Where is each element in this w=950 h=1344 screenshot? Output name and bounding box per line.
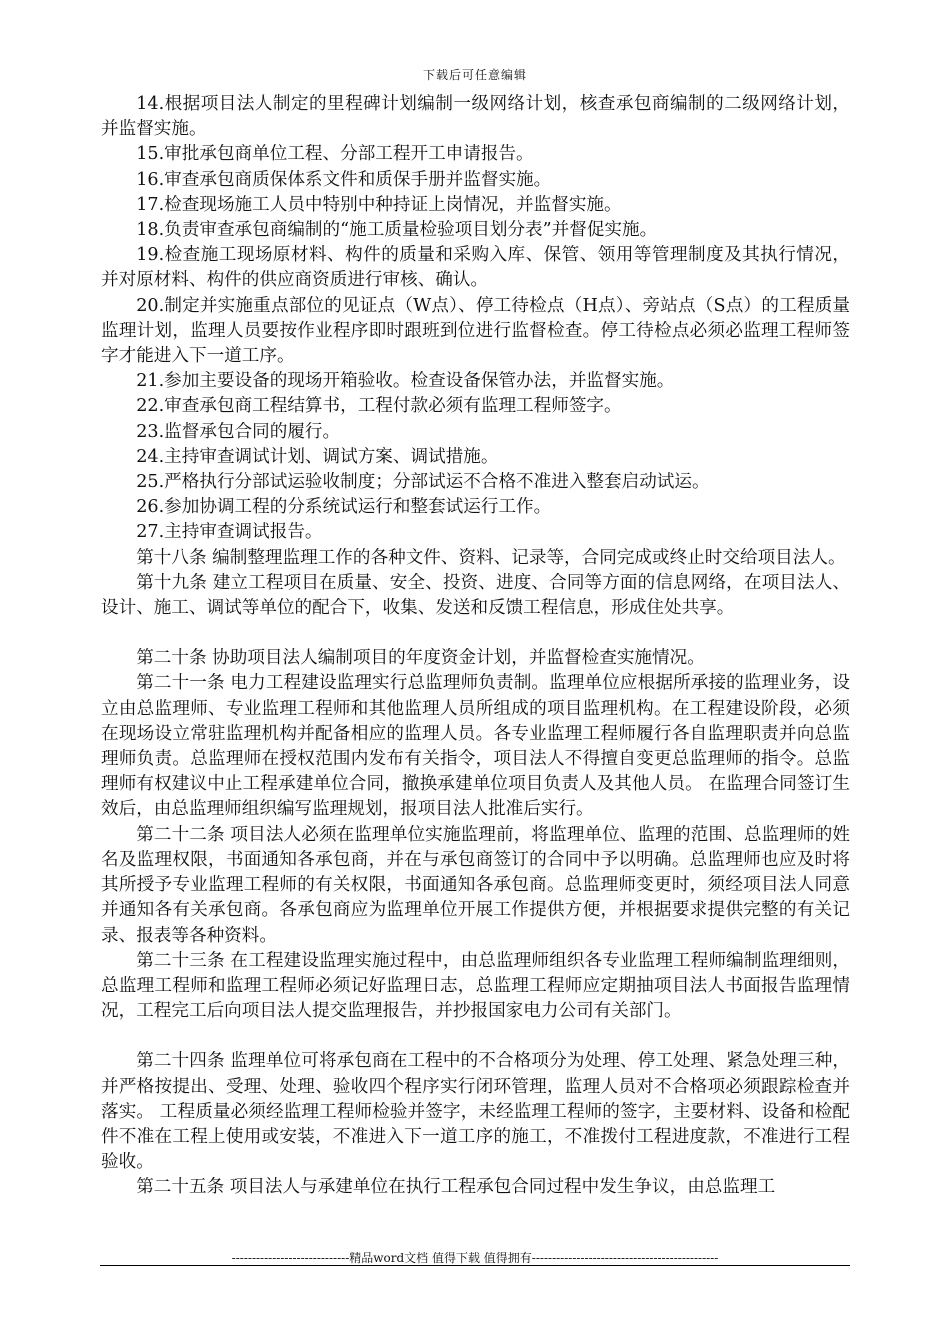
list-item-21: 21.参加主要设备的现场开箱验收。检查设备保管办法，并监督实施。 <box>136 371 675 392</box>
page-header: 下载后可任意编辑 <box>422 68 527 82</box>
list-item-22: 22.审查承包商工程结算书，工程付款必须有监理工程师签字。 <box>136 396 622 417</box>
article-24: 第二十四条 监理单位可将承包商在工程中的不合格项分为处理、停工处理、紧急处理三种，并严格按提出、受理、处理、验收四个程序实行闭环管理，监理人员对不合格项必须跟踪检查并落实。 工程质量必须经监理工程师检验并签字，未经监理工程师的签字，主要材料、设备和检配件不准在工程上使用或安装，不准进入下一道工序的施工，不准拨付工程进度款，不准进行工程验收。 <box>101 1051 850 1173</box>
article-20: 第二十条 协助项目法人编制项目的年度资金计划，并监督检查实施情况。 <box>136 648 705 669</box>
list-item-19: 19.检查施工现场原材料、构件的质量和采购入库、保管、领用等管理制度及其执行情况，并对原材料、构件的供应商资质进行审核、确认。 <box>101 245 850 291</box>
article-25: 第二十五条 项目法人与承建单位在执行工程承包合同过程中发生争议，由总监理工 <box>136 1177 776 1198</box>
list-item-17: 17.检查现场施工人员中特别中种持证上岗情况，并监督实施。 <box>136 194 622 215</box>
article-21: 第二十一条 电力工程建设监理实行总监理师负责制。监理单位应根据所承接的监理业务，设立由总监理师、专业监理工程师和其他监理人员所组成的项目监理机构。在工程建设阶段，必须在现场设立常驻监理机构并配备相应的监理人员。各专业监理工程师履行各自监理职责并向总监理师负责。总监理师在授权范围内发布有关指令，项目法人不得擅自变更总监理师的指令。总监理师有权建议中止工程承建单位合同，撤换承建单位项目负责人及其他人员。 在监理合同签订生效后，由总监理师组织编写监理规划，报项目法人批准后实行。 <box>101 673 850 820</box>
list-item-15: 15.审批承包商单位工程、分部工程开工申请报告。 <box>136 144 534 165</box>
article-19: 第十九条 建立工程项目在质量、安全、投资、进度、合同等方面的信息网络，在项目法人、设计、施工、调试等单位的配合下，收集、发送和反馈工程信息，形成住处共享。 <box>101 572 850 619</box>
list-item-20: 20.制定并实施重点部位的见证点（W点）、停工待检点（H点）、旁站点（S点）的工程质量监理计划，监理人员要按作业程序即时跟班到位进行监督检查。停工待检点必须必监理工程师签字才能进入下一道工序。 <box>101 295 850 367</box>
article-18: 第十八条 编制整理监理工作的各种文件、资料、记录等，合同完成或终止时交给项目法人。 <box>136 547 846 568</box>
list-item-14: 14.根据项目法人制定的里程碑计划编制一级网络计划，核查承包商编制的二级网络计划，并监督实施。 <box>101 94 850 140</box>
list-item-26: 26.参加协调工程的分系统试运行和整套试运行工作。 <box>136 497 552 518</box>
list-item-18: 18.负责审查承包商编制的“施工质量检验项目划分表”并督促实施。 <box>136 220 658 241</box>
list-item-16: 16.审查承包商质保体系文件和质保手册并监督实施。 <box>136 169 552 190</box>
article-23: 第二十三条 在工程建设监理实施过程中，由总监理师组织各专业监理工程师编制监理细则，总监理工程师和监理工程师必须记好监理日志，总监理工程师应定期抽项目法人书面报告监理情况，工程完工后向项目法人提交监理报告，并抄报国家电力公司有关部门。 <box>101 950 850 1022</box>
footer-rule <box>100 1265 850 1266</box>
list-item-23: 23.监督承包合同的履行。 <box>136 421 341 442</box>
paragraph-gap <box>101 1024 850 1049</box>
article-22: 第二十二条 项目法人必须在监理单位实施监理前，将监理单位、监理的范围、总监理师的姓名及监理权限，书面通知各承包商，并在与承包商签订的合同中予以明确。总监理师也应及时将其所授予专业监理工程师的有关权限，书面通知各承包商。总监理师变更时，须经项目法人同意并通知各有关承包商。各承包商应为监理单位开展工作提供方便，并根据要求提供完整的有关记录、报表等各种资料。 <box>101 824 850 946</box>
paragraph-gap <box>101 621 850 646</box>
list-item-24: 24.主持审查调试计划、调试方案、调试措施。 <box>136 446 499 467</box>
page-footer: -----------------------------精品word文档 值得下载 值得拥有---------------------------------------------- <box>231 1251 719 1265</box>
document-body <box>101 92 850 1201</box>
list-item-27: 27.主持审查调试报告。 <box>136 522 323 543</box>
list-item-25: 25.严格执行分部试运验收制度；分部试运不合格不准进入整套启动试运。 <box>136 472 710 493</box>
